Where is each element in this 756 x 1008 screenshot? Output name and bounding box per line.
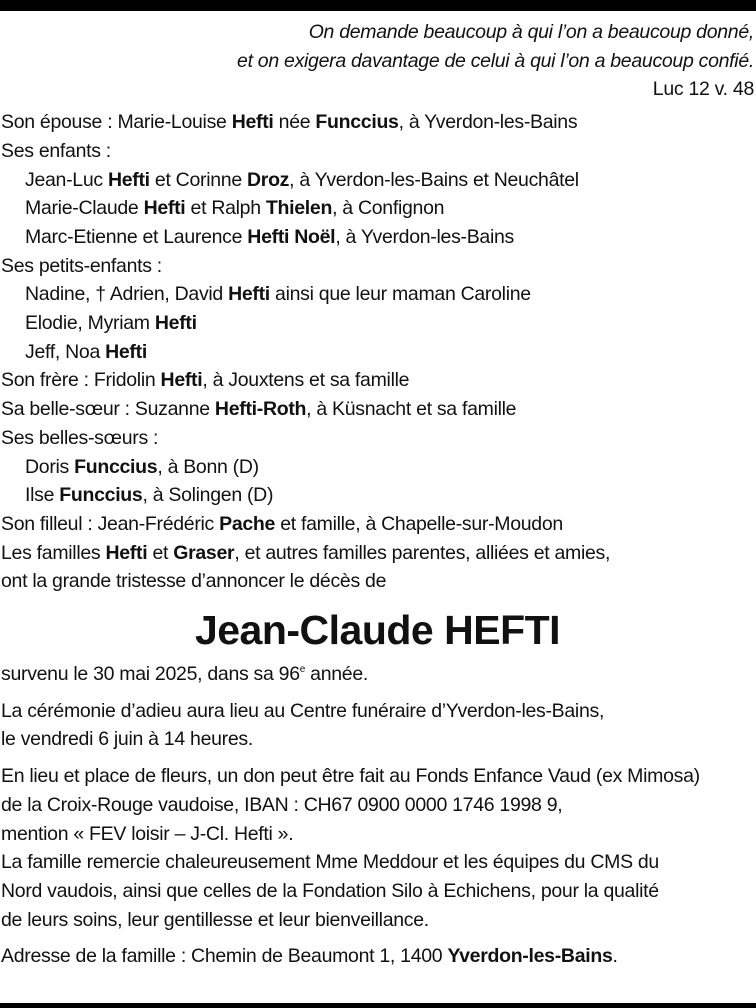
donation-line-3: mention « FEV loisir – J-Cl. Hefti ». bbox=[1, 822, 294, 845]
bible-quote-line-1: On demande beaucoup à qui l’on a beaucoup donné, bbox=[308, 21, 754, 43]
thanks-line-3: de leurs soins, leur gentillesse et leur bienveillance. bbox=[1, 908, 429, 931]
children-heading: Ses enfants : bbox=[1, 139, 111, 162]
grandchild-line: Jeff, Noa Hefti bbox=[25, 340, 147, 363]
sister-in-law-item: Ilse Funccius, à Solingen (D) bbox=[25, 484, 274, 507]
bottom-border bbox=[0, 1003, 756, 1008]
families-line: Les familles Hefti et Graser, et autres familles parentes, alliées et amies, bbox=[1, 541, 611, 564]
deceased-name: Jean-Claude HEFTI bbox=[194, 607, 561, 654]
bible-quote-line-2: et on exigera davantage de celui à qui l’on a beaucoup confié. bbox=[237, 49, 754, 72]
ceremony-line-1: La cérémonie d’adieu aura lieu au Centre funéraire d’Yverdon-les-Bains, bbox=[1, 699, 605, 722]
godson-line: Son filleul : Jean-Frédéric Pache et famille, à Chapelle-sur-Moudon bbox=[1, 512, 563, 535]
ceremony-line-2: le vendredi 6 juin à 14 heures. bbox=[1, 728, 253, 751]
donation-line-1: En lieu et place de fleurs, un don peut être fait au Fonds Enfance Vaud (ex Mimosa) bbox=[1, 765, 700, 788]
grandchildren-heading: Ses petits-enfants : bbox=[1, 254, 162, 277]
brother-line: Son frère : Fridolin Hefti, à Jouxtens et sa famille bbox=[1, 369, 410, 392]
obituary-notice bbox=[1, 18, 754, 971]
child-line: Marie-Claude Hefti et Ralph Thielen, à Confignon bbox=[25, 197, 445, 220]
donation-line-2: de la Croix-Rouge vaudoise, IBAN : CH67 0900 0000 1746 1998 9, bbox=[1, 793, 563, 816]
child-line: Marc-Etienne et Laurence Hefti Noël, à Yverdon-les-Bains bbox=[25, 225, 515, 248]
family-address-line: Adresse de la famille : Chemin de Beaumont 1, 1400 Yverdon-les-Bains. bbox=[1, 945, 618, 968]
announcement-line: ont la grande tristesse d’annoncer le décès de bbox=[1, 570, 387, 593]
child-line: Jean-Luc Hefti et Corinne Droz, à Yverdon-les-Bains et Neuchâtel bbox=[25, 168, 579, 191]
grandchild-line: Nadine, † Adrien, David Hefti ainsi que leur maman Caroline bbox=[25, 283, 531, 306]
sister-in-law-item: Doris Funccius, à Bonn (D) bbox=[25, 455, 259, 478]
bible-quote-reference: Luc 12 v. 48 bbox=[652, 78, 754, 101]
thanks-line-2: Nord vaudois, ainsi que celles de la Fondation Silo à Echichens, pour la qualité bbox=[1, 879, 659, 902]
sister-in-law-line: Sa belle-sœur : Suzanne Hefti-Roth, à Küsnacht et sa famille bbox=[1, 398, 517, 421]
top-border bbox=[0, 0, 756, 11]
death-date-line: survenu le 30 mai 2025, dans sa 96e année. bbox=[1, 663, 368, 686]
thanks-line-1: La famille remercie chaleureusement Mme Meddour et les équipes du CMS du bbox=[1, 851, 659, 874]
sisters-in-law-heading: Ses belles-sœurs : bbox=[1, 426, 159, 449]
spouse-line: Son épouse : Marie-Louise Hefti née Funccius, à Yverdon-les-Bains bbox=[1, 111, 578, 134]
grandchild-line: Elodie, Myriam Hefti bbox=[25, 312, 197, 335]
